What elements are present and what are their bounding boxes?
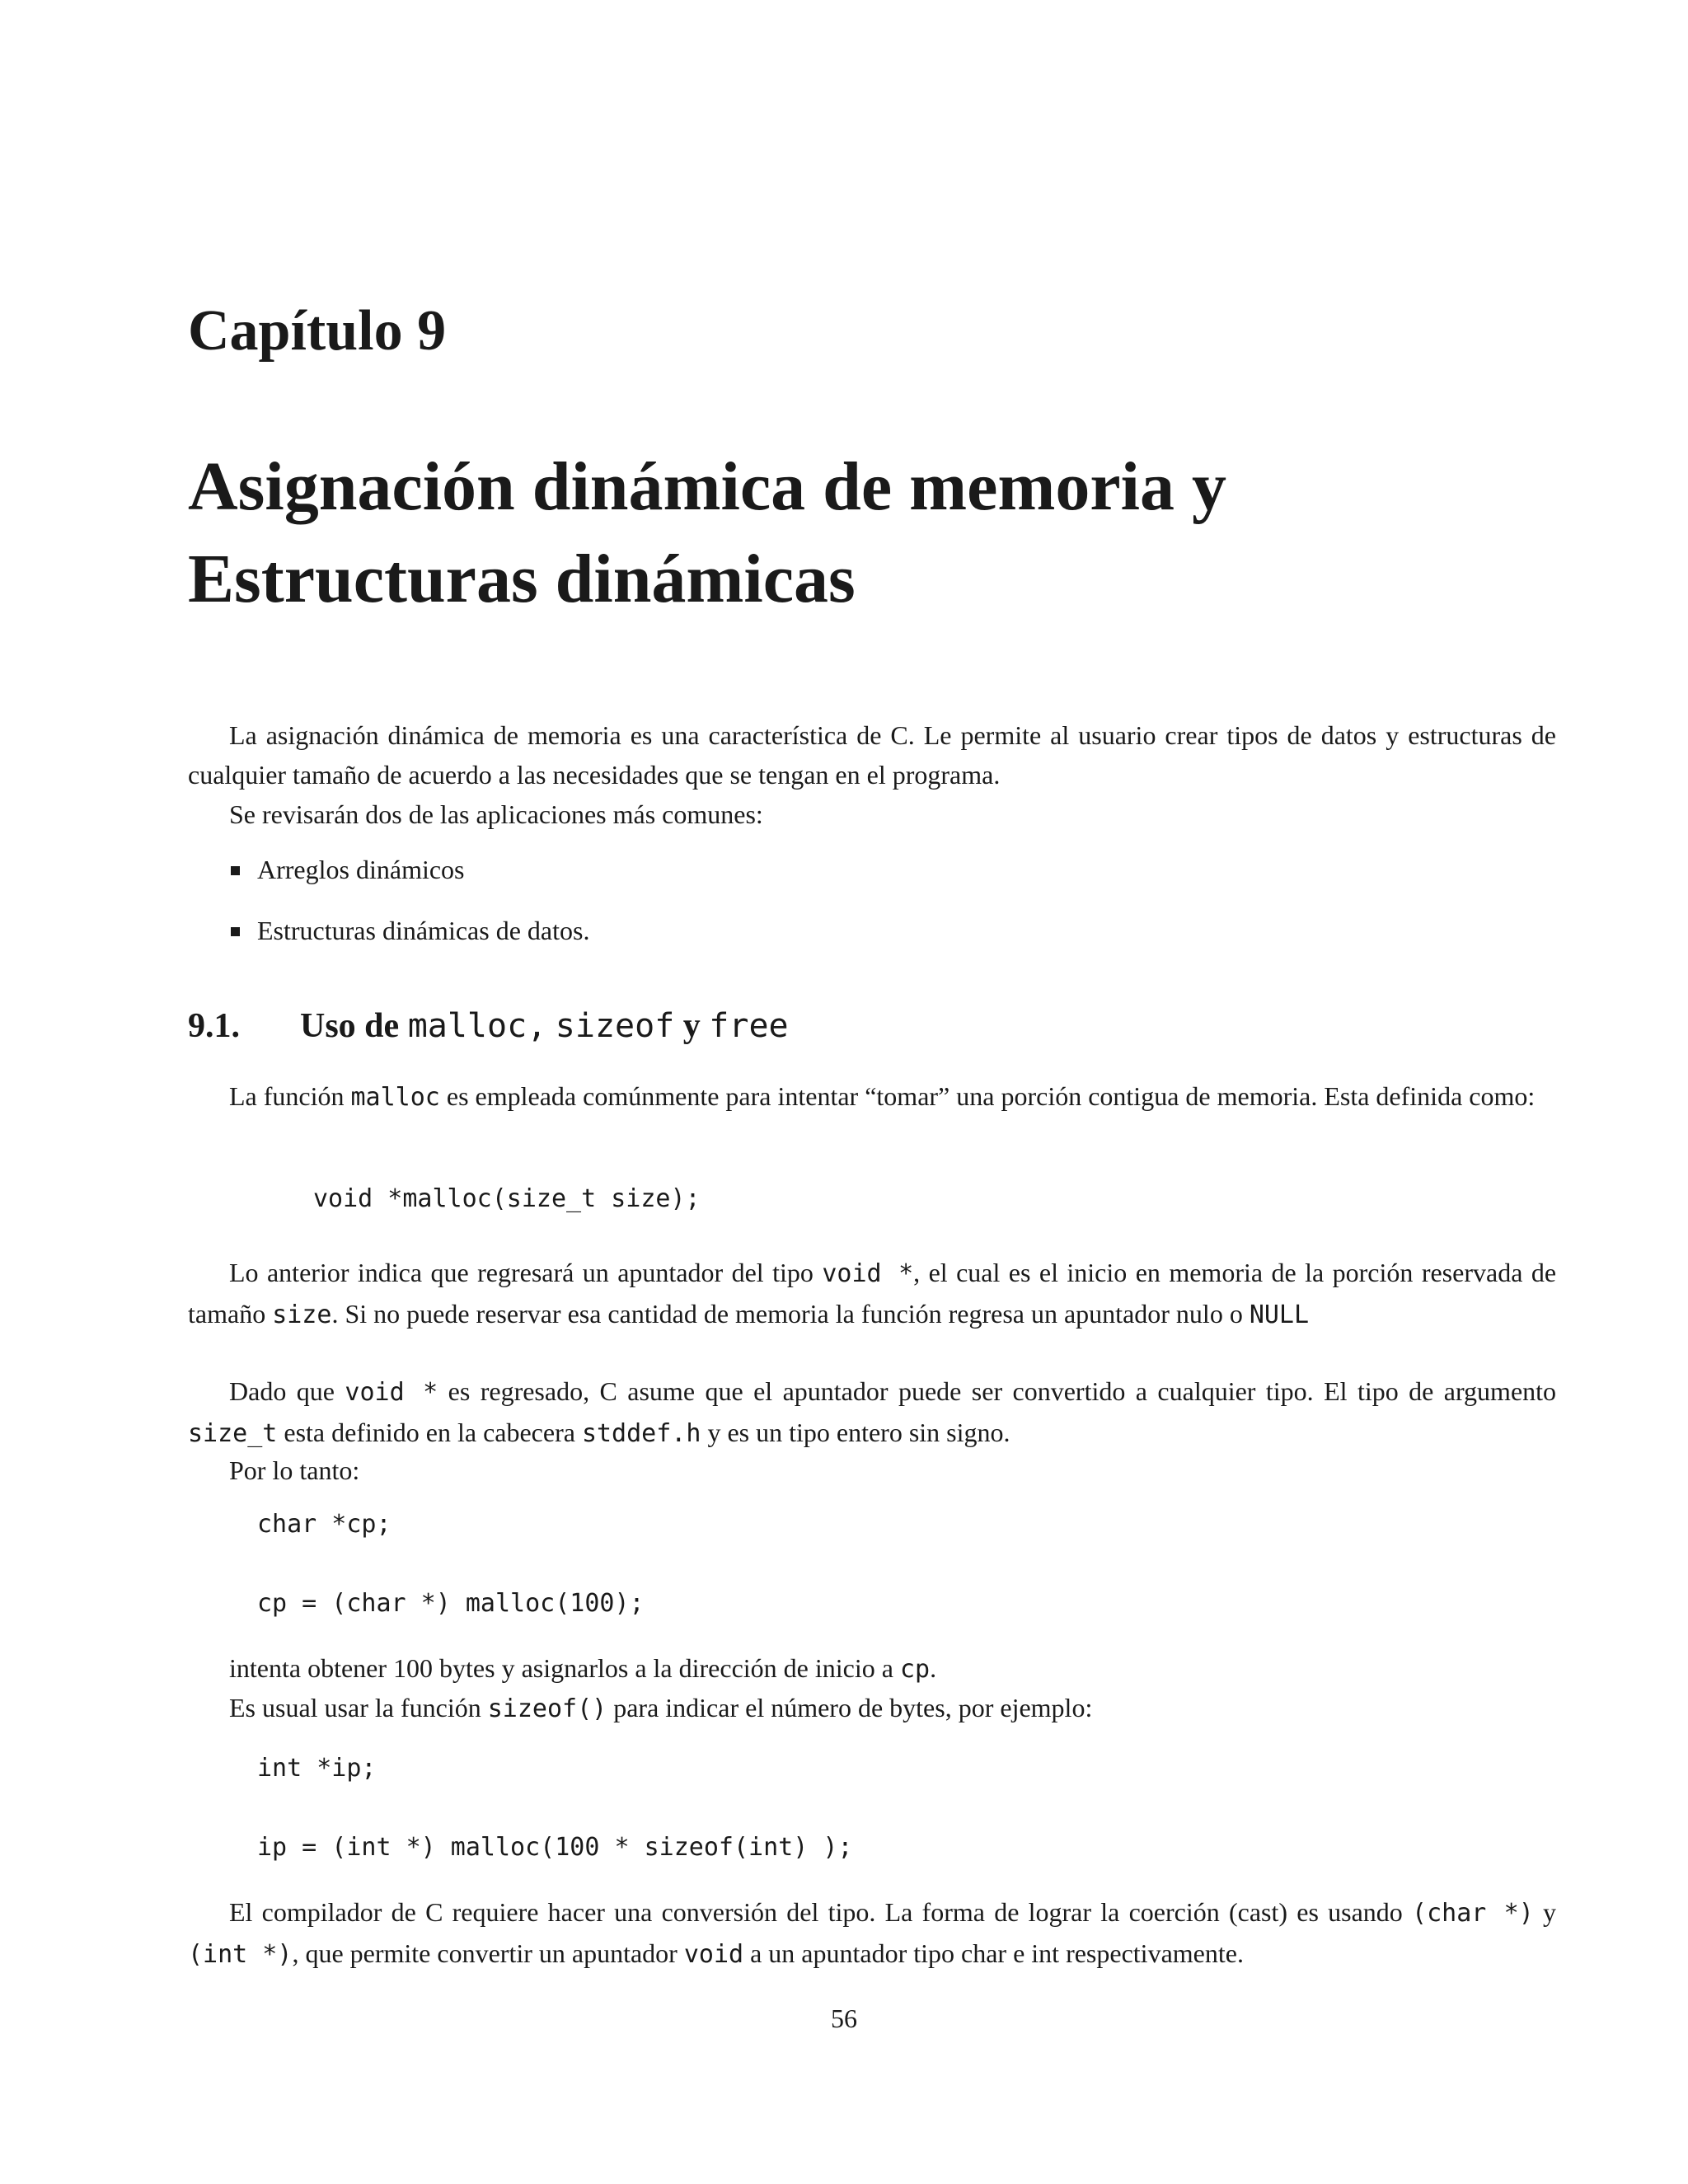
sizeof-paragraph: Es usual usar la función sizeof() para indicar el número de bytes, por ejemplo: (229, 1693, 1093, 1723)
section-heading: 9.1. Uso de malloc, sizeof y free (188, 1001, 789, 1051)
code-block-char-declaration: char *cp; (257, 1510, 392, 1539)
code-block-int-declaration: int *ip; (257, 1754, 377, 1783)
bytes-paragraph: intenta obtener 100 bytes y asignarlos a la dirección de inicio a cp. (229, 1653, 937, 1684)
section-number: 9.1. (188, 1007, 240, 1045)
square-bullet-icon (231, 927, 240, 936)
therefore-paragraph: Por lo tanto: (229, 1455, 360, 1485)
list-item: Estructuras dinámicas de datos. (229, 911, 589, 950)
intro-paragraph-2: Se revisarán dos de las aplicaciones más comunes: (229, 799, 763, 829)
intro-paragraph-1: La asignación dinámica de memoria es una característica de C. Le permite al usuario crear tipos de datos y estructuras de cualquier tamaño de acuerdo a las necesidades que se tengan en el programa. (188, 720, 1556, 790)
square-bullet-icon (231, 866, 240, 875)
code-block-char-malloc: cp = (char *) malloc(100); (257, 1589, 645, 1618)
chapter-title-line-2: Estructuras dinámicas (188, 541, 856, 617)
void-pointer-paragraph: Dado que void * es regresado, C asume que el apuntador puede ser convertido a cualquier tipo. El tipo de argumento size_t esta definido en la cabecera stddef.h y es un tipo entero sin signo. (188, 1376, 1557, 1448)
application-list (229, 850, 589, 972)
return-paragraph: Lo anterior indica que regresará un apuntador del tipo void *, el cual es el inicio en memoria de la porción reservada de tamaño size. Si no puede reservar esa cantidad de memoria la función regresa un apuntador nulo o NULL (188, 1258, 1557, 1329)
code-block-malloc-signature: void *malloc(size_t size); (313, 1184, 701, 1213)
list-item: Arreglos dinámicos (229, 850, 589, 889)
chapter-title-line-1: Asignación dinámica de memoria y (188, 448, 1226, 525)
chapter-title (188, 441, 1556, 626)
chapter-label: Capítulo 9 (188, 299, 447, 363)
code-block-int-malloc: ip = (int *) malloc(100 * sizeof(int) ); (257, 1833, 853, 1862)
cast-paragraph: El compilador de C requiere hacer una conversión del tipo. La forma de lograr la coerción (cast) es usando (char *) y (int *), que permite convertir un apuntador void a un apuntador tipo char e int respectivamente. (188, 1897, 1557, 1969)
malloc-paragraph: La función malloc es empleada comúnmente para intentar “tomar” una porción contigua de memoria. Esta definida como: (229, 1081, 1536, 1112)
page-number: 56 (831, 2004, 857, 2033)
